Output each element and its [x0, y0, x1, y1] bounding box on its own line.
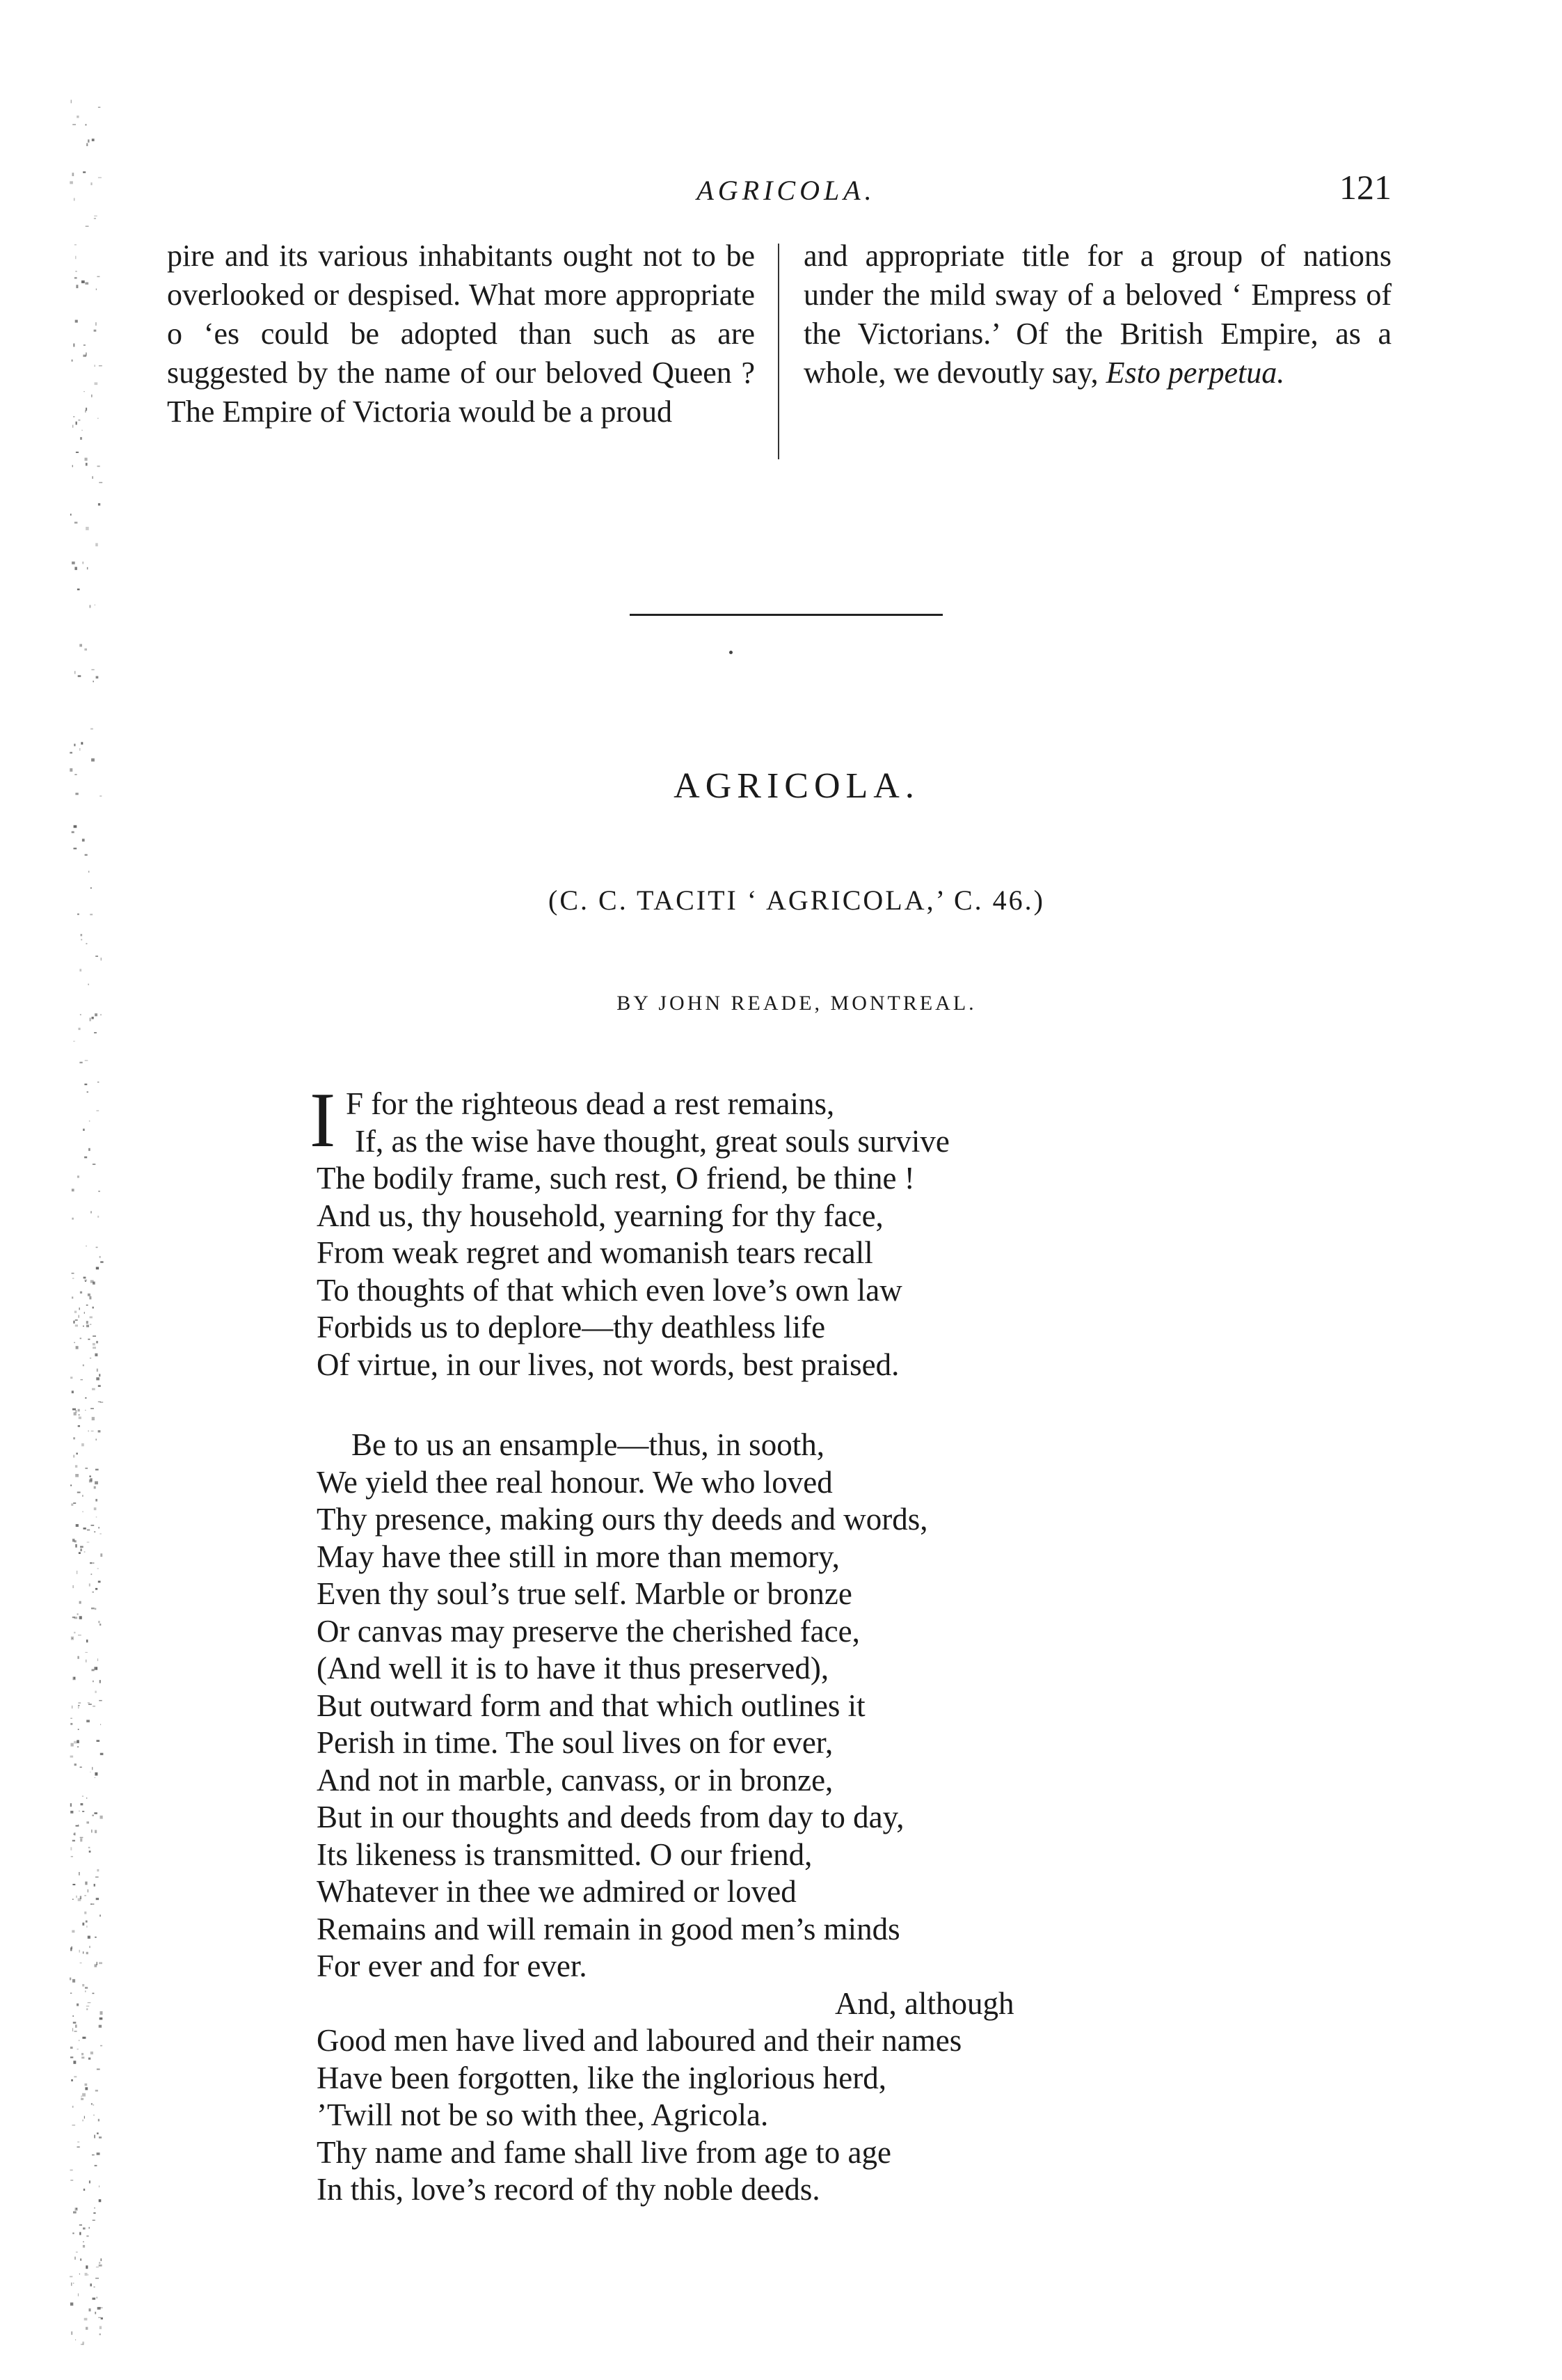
page-number: 121 — [1339, 168, 1392, 207]
divider-dot — [729, 651, 733, 654]
right-column-paragraph — [804, 237, 1392, 392]
poem-title: AGRICOLA. — [674, 766, 920, 806]
left-column — [167, 237, 755, 431]
poem-line: And not in marble, canvass, or in bronze, — [317, 1762, 834, 1798]
stanza-1-lines — [317, 1123, 950, 1384]
poem-line: If, as the wise have thought, great souls survive — [355, 1123, 950, 1159]
poem-source: (C. C. TACITI ‘ AGRICOLA,’ C. 46.) — [548, 884, 1045, 916]
poem-line: And us, thy household, yearning for thy face, — [317, 1198, 884, 1233]
poem-line: ’Twill not be so with thee, Agricola. — [317, 2097, 769, 2132]
section-divider — [630, 614, 943, 616]
drop-cap: I — [310, 1077, 336, 1164]
poem-line: Of virtue, in our lives, not words, best praised. — [317, 1347, 900, 1382]
first-line-text: F for the righteous dead a rest remains, — [346, 1086, 835, 1121]
poem-line: For ever and for ever. — [317, 1949, 587, 1983]
poem-line: Forbids us to deplore—thy deathless life — [317, 1310, 826, 1344]
stanza-1 — [310, 1077, 950, 1383]
poem-line: (And well it is to have it thus preserved), — [317, 1651, 829, 1685]
running-title: AGRICOLA. — [696, 175, 876, 206]
poem-line: Its likeness is transmitted. O our friend, — [317, 1836, 813, 1872]
stanza-2 — [317, 1427, 1014, 2209]
poem-byline: BY JOHN READE, MONTREAL. — [616, 992, 977, 1015]
poem-line: Good men have lived and laboured and their names — [317, 2023, 962, 2058]
poem-line: Thy presence, making ours thy deeds and words, — [317, 1502, 928, 1537]
poem-line: We yield thee real honour. We who loved — [317, 1464, 833, 1500]
poem-line: Or canvas may preserve the cherished face, — [317, 1613, 860, 1649]
poem-line: From weak regret and womanish tears recall — [317, 1235, 873, 1270]
poem-line: Be to us an ensample—thus, in sooth, — [351, 1427, 824, 1462]
poem-line: Perish in time. The soul lives on for ever, — [317, 1725, 834, 1760]
left-column-text: pire and its various inhabitants ought not to be overlooked or despised. What more appropriate o ‘es could be adopted than such as are suggested by the name of our beloved Queen ? The Empire of Victoria would be a proud — [167, 239, 755, 429]
right-column-text: and appropriate title for a group of nations under the mild sway of a beloved ‘ Empress of the Victorians.’ Of the British Empire, as a whole, we devoutly say, — [804, 239, 1392, 390]
poem-line: But outward form and that which outlines it — [317, 1688, 866, 1723]
poem-line: In this, love’s record of thy noble deeds. — [317, 2172, 820, 2207]
poem-line: Thy name and fame shall live from age to age — [317, 2134, 891, 2170]
poem-line: And, although — [835, 1985, 1014, 2021]
right-column — [804, 237, 1392, 392]
motto: Esto perpetua. — [1106, 356, 1285, 390]
poem-line: To thoughts of that which even love’s own law — [317, 1272, 902, 1308]
poem-line: The bodily frame, such rest, O friend, be thine ! — [317, 1161, 915, 1196]
poem-line: Remains and will remain in good men’s minds — [317, 1911, 900, 1946]
poem-line: Whatever in thee we admired or loved — [317, 1874, 797, 1909]
column-divider — [778, 244, 779, 459]
scan-margin-speckle — [56, 84, 111, 2345]
poem-line: May have thee still in more than memory, — [317, 1539, 840, 1574]
poem-line: But in our thoughts and deeds from day to day, — [317, 1800, 904, 1834]
poem-line: Have been forgotten, like the inglorious herd, — [317, 2060, 886, 2095]
poem-line: Even thy soul’s true self. Marble or bronze — [317, 1576, 852, 1611]
